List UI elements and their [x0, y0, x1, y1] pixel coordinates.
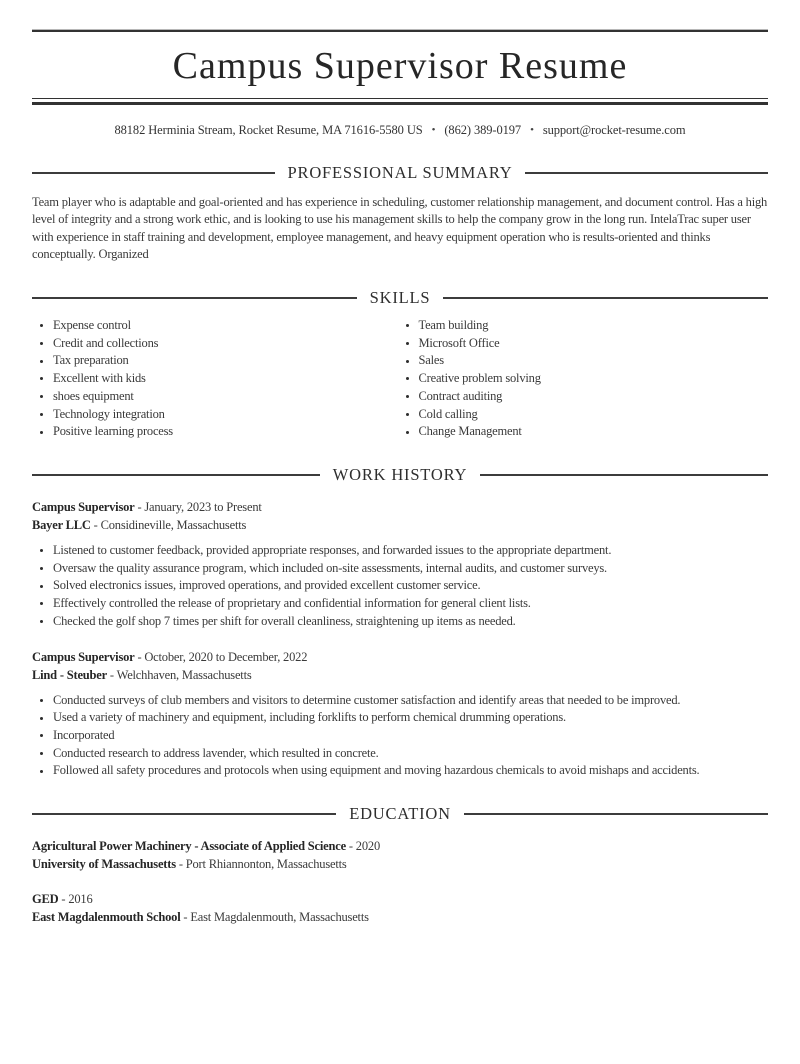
school-location: East Magdalenmouth, Massachusetts [190, 910, 369, 925]
job-title: Campus Supervisor [32, 499, 135, 514]
section-heading-skills: SKILLS [369, 288, 431, 308]
dash-separator: - [134, 499, 145, 514]
heading-rule-left [32, 297, 357, 299]
dash-separator: - [175, 857, 186, 872]
contact-email: support@rocket-resume.com [542, 122, 686, 137]
section-heading-row [32, 288, 768, 308]
job-location: Considineville, Massachusetts [100, 517, 247, 532]
skill-item: Team building [406, 317, 769, 335]
job-title: Campus Supervisor [32, 649, 135, 664]
bullet-item: Effectively controlled the release of proprietary and confidential information for general client lists. [40, 595, 768, 613]
heading-rule-left [32, 813, 336, 815]
section-heading-row [32, 465, 768, 485]
heading-rule-right [480, 474, 768, 476]
degree-name: Agricultural Power Machinery - Associate of Applied Science [32, 839, 346, 854]
graduation-year: 2020 [355, 839, 380, 854]
bullet-item: Solved electronics issues, improved operations, and provided excellent customer service. [40, 577, 768, 595]
school-name: East Magdalenmouth School [32, 910, 181, 925]
job-entry [32, 498, 768, 631]
school-line [32, 855, 768, 873]
skill-item: Microsoft Office [406, 335, 769, 353]
job-title-line [32, 648, 768, 666]
school-name: University of Massachusetts [32, 857, 176, 872]
header [32, 29, 768, 139]
job-location: Welchhaven, Massachusetts [116, 667, 252, 682]
job-entry [32, 648, 768, 781]
bullet-item: Used a variety of machinery and equipment, including forklifts to perform chemical drumming operations. [40, 709, 768, 727]
skill-item: Change Management [406, 423, 769, 441]
skill-item: shoes equipment [40, 388, 403, 406]
bullet-item: Incorporated [40, 727, 768, 745]
section-heading-row [32, 163, 768, 183]
bullet-separator-icon: • [530, 123, 534, 136]
heading-rule-left [32, 474, 320, 476]
contact-line [32, 121, 768, 139]
bullet-item: Conducted research to address lavender, which resulted in concrete. [40, 745, 768, 763]
degree-name: GED [32, 892, 59, 907]
skills-column-right [403, 317, 769, 441]
skill-item: Contract auditing [406, 388, 769, 406]
school-line [32, 908, 768, 926]
dash-separator: - [58, 892, 69, 907]
job-dates: October, 2020 to December, 2022 [144, 649, 308, 664]
skill-item: Positive learning process [40, 423, 403, 441]
contact-address: 88182 Herminia Stream, Rocket Resume, MA 71616-5580 US [114, 122, 423, 137]
heading-rule-right [464, 813, 768, 815]
dash-separator: - [180, 910, 191, 925]
dash-separator: - [345, 839, 356, 854]
skill-item: Expense control [40, 317, 403, 335]
dash-separator: - [134, 649, 145, 664]
heading-rule-left [32, 172, 275, 174]
job-employer: Lind - Steuber [32, 667, 107, 682]
skill-item: Credit and collections [40, 335, 403, 353]
job-dates: January, 2023 to Present [144, 499, 262, 514]
skill-item: Creative problem solving [406, 370, 769, 388]
section-heading-education: EDUCATION [349, 804, 451, 824]
header-bottom-rule-thick [32, 102, 768, 105]
skills-column-left [32, 317, 403, 441]
heading-rule-right [525, 172, 768, 174]
job-bullets [32, 542, 768, 631]
bullet-separator-icon: • [431, 123, 436, 136]
dash-separator: - [107, 667, 117, 682]
section-heading-summary: PROFESSIONAL SUMMARY [287, 162, 513, 182]
section-education [32, 804, 768, 926]
section-work-history [32, 465, 768, 780]
resume-page [0, 29, 800, 1064]
job-title-line [32, 498, 768, 516]
skill-item: Technology integration [40, 406, 403, 424]
education-entry [32, 837, 768, 873]
heading-rule-right [443, 297, 768, 299]
bullet-item: Followed all safety procedures and protocols when using equipment and moving hazardous chemicals to avoid mishaps and accidents. [40, 762, 768, 780]
skill-item: Cold calling [406, 406, 769, 424]
degree-line [32, 890, 768, 908]
job-employer-line [32, 516, 768, 534]
job-employer-line [32, 666, 768, 684]
job-employer: Bayer LLC [32, 517, 91, 532]
section-professional-summary [32, 163, 768, 264]
skill-item: Tax preparation [40, 352, 403, 370]
page-title: Campus Supervisor Resume [172, 45, 628, 87]
education-entry [32, 890, 768, 926]
bullet-item: Oversaw the quality assurance program, which included on-site assessments, internal audits, and customer surveys. [40, 560, 768, 578]
section-heading-row [32, 804, 768, 824]
section-heading-work-history: WORK HISTORY [332, 464, 468, 484]
job-bullets [32, 692, 768, 781]
degree-line [32, 837, 768, 855]
bullet-item: Conducted surveys of club members and visitors to determine customer satisfaction and identify areas that needed to be improved. [40, 692, 768, 710]
graduation-year: 2016 [68, 892, 93, 907]
skill-item: Excellent with kids [40, 370, 403, 388]
bullet-item: Checked the golf shop 7 times per shift for overall cleanliness, straightening up items as needed. [40, 613, 768, 631]
bullet-item: Listened to customer feedback, provided appropriate responses, and forwarded issues to the appropriate department. [40, 542, 768, 560]
dash-separator: - [90, 517, 101, 532]
section-skills [32, 288, 768, 441]
skill-item: Sales [406, 352, 769, 370]
contact-phone: (862) 389-0197 [444, 122, 522, 137]
skills-columns [32, 317, 768, 441]
school-location: Port Rhiannonton, Massachusetts [185, 857, 347, 872]
summary-text: Team player who is adaptable and goal-oriented and has experience in scheduling, customer relationship management, and document control. Has a high level of integrity and a strong work ethic, and is looking to use his management skills to help the company grow in the long run. IntelaTrac super user with experience in staff training and development, employee management, and heavy equipment operation who is results-oriented and thinks conceptually. Organized [32, 194, 768, 262]
